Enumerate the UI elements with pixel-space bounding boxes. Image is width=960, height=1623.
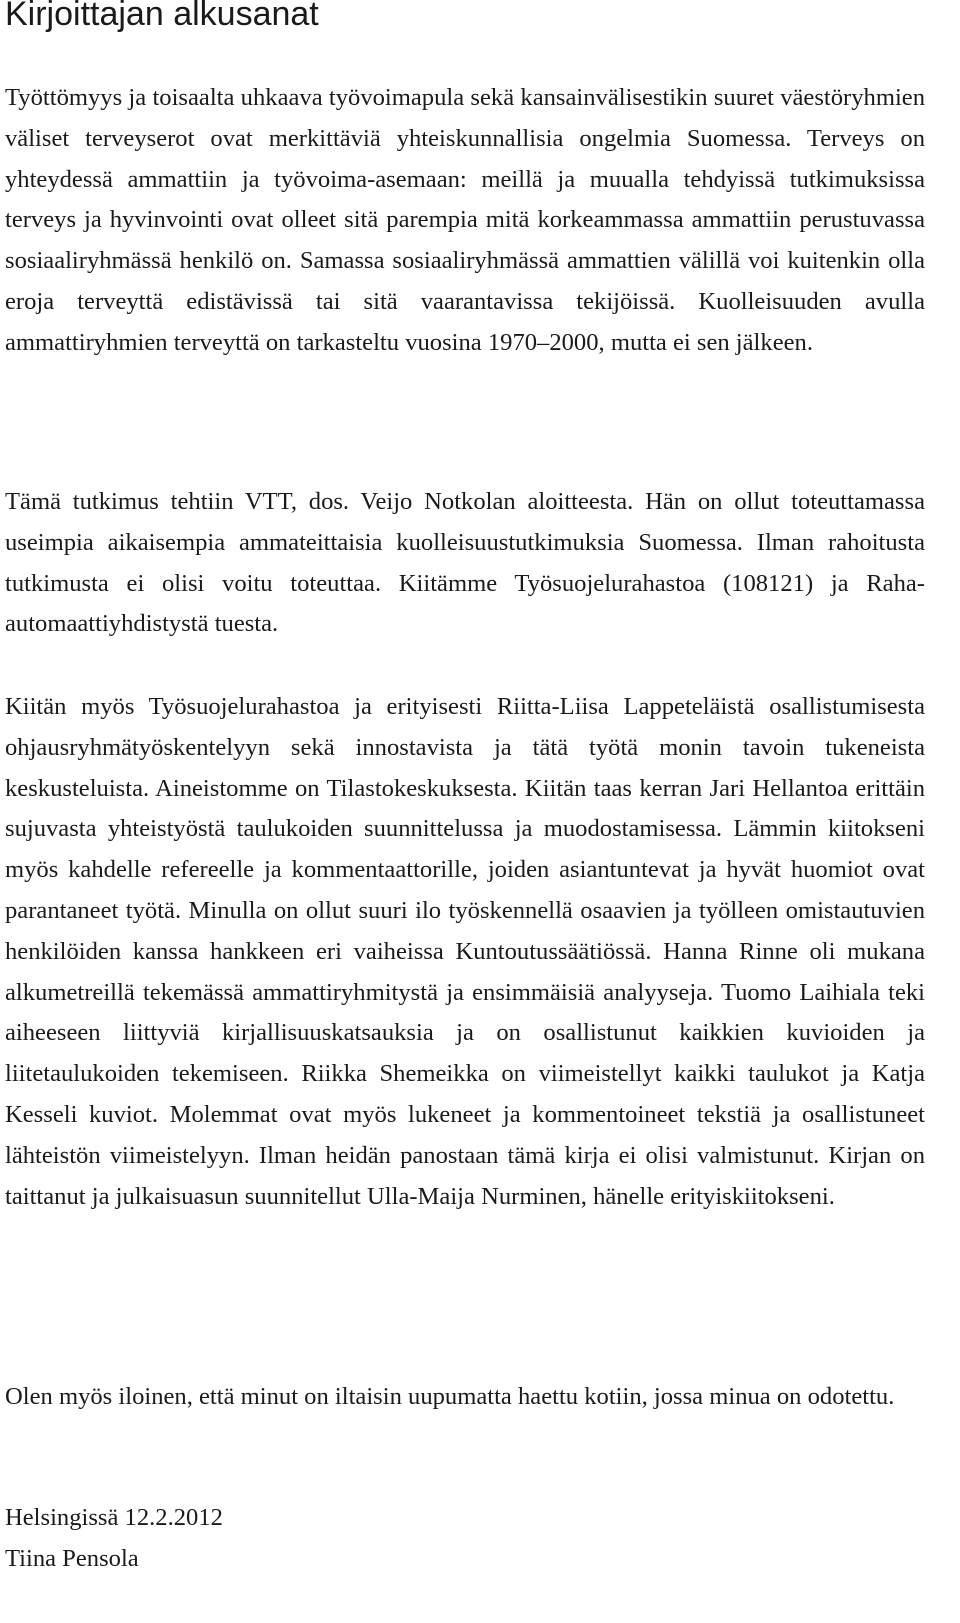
- paragraph-2: [5, 482, 925, 645]
- paragraph-text: Olen myös iloinen, että minut on iltaisin uupumatta haettu kotiin, jossa minua on odotettu.: [5, 1383, 895, 1410]
- preface-page: [5, 0, 925, 1572]
- paragraph-4: [5, 1377, 925, 1418]
- paragraph-text: Tämä tutkimus tehtiin VTT, dos. Veijo Notkolan aloitteesta. Hän on ollut toteuttamassa useimpia aikaisempia ammateittaisia kuolleisuustutkimuksia Suomessa. Ilman rahoitusta tutkimusta ei olisi voitu toteuttaa. Kiitämme Työsuojelurahastoa (108121) ja Raha-automaattiyhdistystä tuesta.: [5, 488, 925, 638]
- paragraph-1: [5, 78, 925, 364]
- page-title: Kirjoittajan alkusanat: [5, 0, 319, 33]
- paragraph-text: Työttömyys ja toisaalta uhkaava työvoimapula sekä kansainvälisestikin suuret väestöryhmien väliset terveyserot ovat merkittäviä yhteiskunnallisia ongelmia Suomessa. Terveys on yhteydessä ammattiin ja työvoima-asemaan: meillä ja muualla tehdyissä tutkimuksissa terveys ja hyvinvointi ovat olleet sitä parempia mitä korkeammassa ammattiin perustuvassa sosiaaliryhmässä henkilö on. Samassa sosiaaliryhmässä ammattien välillä voi kuitenkin olla eroja terveyttä edistävissä tai sitä vaarantavissa tekijöissä. Kuolleisuuden avulla ammattiryhmien terveyttä on tarkasteltu vuosina 1970–2000, mutta ei sen jälkeen.: [5, 84, 925, 356]
- paragraph-3: [5, 687, 925, 1217]
- paragraph-text: Kiitän myös Työsuojelurahastoa ja erityisesti Riitta-Liisa Lappeteläistä osallistumisesta ohjausryhmätyöskentelyyn sekä innostavista ja tätä työtä monin tavoin tukeneista keskusteluista. Aineistomme on Tilastokeskuksesta. Kiitän taas kerran Jari Hellantoa erittäin sujuvasta yhteistyöstä taulukoiden suunnittelussa ja muodostamisessa. Lämmin kiitokseni myös kahdelle refereelle ja kommentaattorille, joiden asiantuntevat ja hyvät huomiot ovat parantaneet työtä. Minulla on ollut suuri ilo työskennellä osaavien ja työlleen omistautuvien henkilöiden kanssa hankkeen eri vaiheissa Kuntoutussäätiössä. Hanna Rinne oli mukana alkumetreillä tekemässä ammattiryhmitystä ja ensimmäisiä analyyseja. Tuomo Laihiala teki aiheeseen liittyviä kirjallisuuskatsauksia ja on osallistunut kaikkien kuvioiden ja liitetaulukoiden tekemiseen. Riikka Shemeikka on viimeistellyt kaikki taulukot ja Katja Kesseli kuviot. Molemmat ovat myös lukeneet ja kommentoineet tekstiä ja osallistuneet lähteistön viimeistelyyn. Ilman heidän panostaan tämä kirja ei olisi valmistunut. Kirjan on taittanut ja julkaisuasun suunnitellut Ulla-Maija Nurminen, hänelle erityiskiitokseni.: [5, 693, 925, 1210]
- signature-block: [5, 1498, 925, 1580]
- author-name: Tiina Pensola: [5, 1544, 139, 1572]
- place-and-date: Helsingissä 12.2.2012: [5, 1504, 223, 1531]
